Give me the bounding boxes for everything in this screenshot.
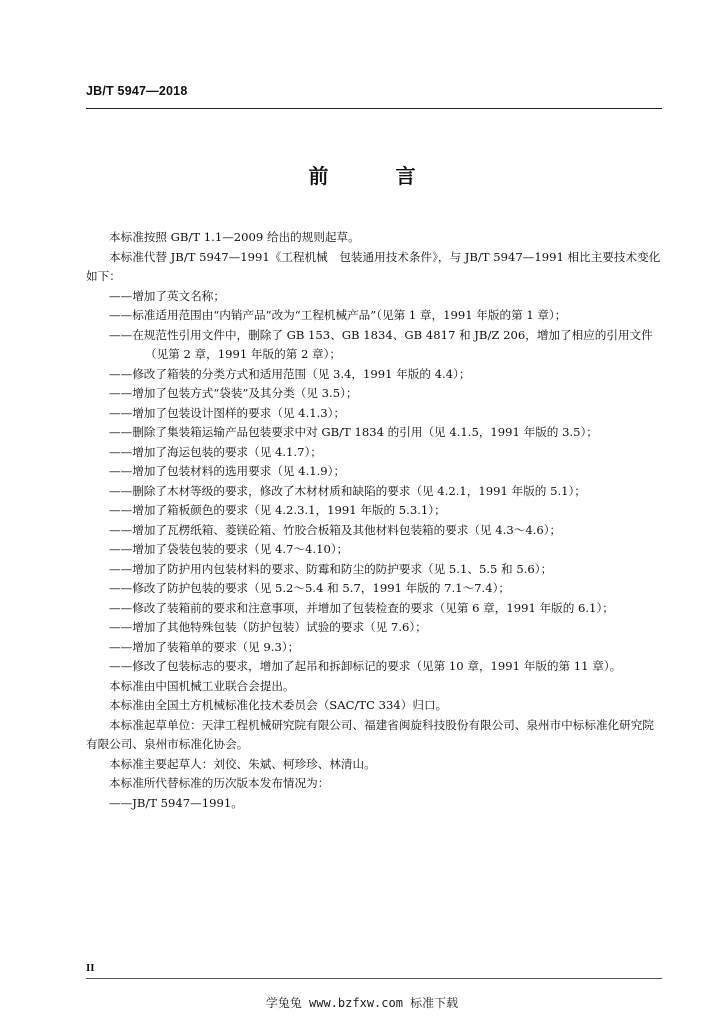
list-item: ——删除了集装箱运输产品包装要求中对 GB/T 1834 的引用（见 4.1.5，1991 年版的 3.5）； — [109, 425, 598, 439]
list-item: ——增加了包装方式“袋装”及其分类（见 3.5）； — [109, 386, 358, 400]
list-item: ——增加了英文名称； — [109, 288, 225, 303]
paragraph: 本标准代替 JB/T 5947—1991《工程机械 包装通用技术条件》，与 JB/T 5947—1991 相比主要技术变化如下： — [86, 249, 661, 283]
paragraph: 本标准所代替标准的历次版本发布情况为： — [109, 776, 330, 790]
paragraph: 本标准起草单位：天津工程机械研究院有限公司、福建省闽旋科技股份有限公司、泉州市中标标准化研究院有限公司、泉州市标准化协会。 — [86, 717, 654, 751]
list-item: ——标准适用范围由“内销产品”改为“工程机械产品”（见第 1 章，1991 年版的第 1 章）； — [109, 308, 567, 322]
list-item: ——增加了箱板颜色的要求（见 4.2.3.1，1991 年版的 5.3.1）； — [109, 503, 446, 517]
list-item: ——修改了装箱前的要求和注意事项，并增加了包装检查的要求（见第 6 章，1991 年版的 6.1）； — [109, 600, 614, 615]
list-item: ——增加了防护用内包装材料的要求、防霉和防尘的防护要求（见 5.1、5.5 和 5.6）； — [109, 561, 553, 576]
list-item: ——在规范性引用文件中，删除了 GB 153、GB 1834、GB 4817 和 JB/Z 206，增加了相应的引用文件（见第 2 章，1991 年版的第 2 章）； — [109, 327, 653, 361]
watermark-text: 学兔兔 www.bzfxw.com 标准下载 — [265, 996, 459, 1010]
list-item: ——删除了木材等级的要求，修改了木材材质和缺陷的要求（见 4.2.1，1991 年版的 5.1）； — [109, 483, 586, 498]
list-item: ——增加了其他特殊包装（防护包装）试验的要求（见 7.6）； — [109, 620, 427, 634]
list-item: ——修改了箱装的分类方式和适用范围（见 3.4，1991 年版的 4.4）； — [109, 366, 471, 381]
paragraph: 本标准由全国土方机械标准化技术委员会（SAC/TC 334）归口。 — [109, 698, 448, 712]
history-item: ——JB/T 5947—1991。 — [109, 795, 243, 810]
list-item: ——增加了海运包装的要求（见 4.1.7）； — [109, 444, 322, 459]
list-item: ——增加了包装材料的选用要求（见 4.1.9）； — [109, 464, 346, 478]
list-item: ——增加了装箱单的要求（见 9.3）； — [109, 639, 300, 654]
page-title: 前 言 — [308, 164, 446, 188]
paragraph: 本标准由中国机械工业联合会提出。 — [109, 678, 295, 693]
paragraph: 本标准主要起草人：刘佼、朱斌、柯珍珍、林清山。 — [109, 756, 376, 771]
list-item: ——增加了包装设计图样的要求（见 4.1.3）； — [109, 405, 346, 420]
document-code: JB/T 5947—2018 — [86, 84, 188, 98]
page-number: II — [86, 962, 95, 974]
paragraph: 本标准按照 GB/T 1.1—2009 给出的规则起草。 — [109, 230, 360, 244]
footer-rule — [86, 978, 662, 979]
list-item: ——修改了防护包装的要求（见 5.2～5.4 和 5.7，1991 年版的 7.1～7.4）； — [109, 581, 510, 595]
list-item: ——增加了瓦楞纸箱、菱镁砼箱、竹胶合板箱及其他材料包装箱的要求（见 4.3～4.6）； — [109, 522, 562, 537]
list-item: ——修改了包装标志的要求，增加了起吊和拆卸标记的要求（见第 10 章，1991 年版的第 11 章）。 — [109, 659, 622, 673]
list-item: ——增加了袋装包装的要求（见 4.7～4.10）； — [109, 542, 349, 556]
changes-list — [86, 287, 662, 677]
header-rule — [86, 108, 662, 109]
document-body — [86, 228, 662, 813]
